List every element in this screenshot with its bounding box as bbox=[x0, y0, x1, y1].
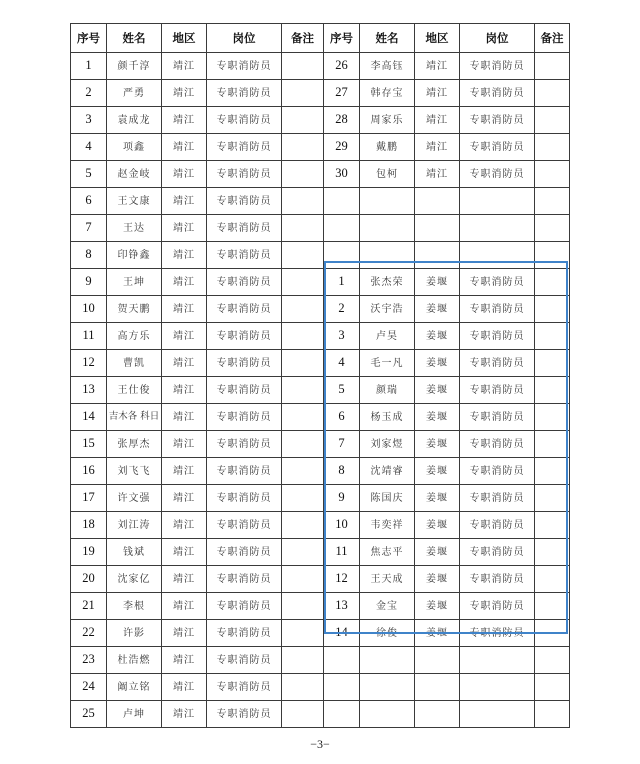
right-post-cell: 专职消防员 bbox=[460, 80, 535, 107]
table-row bbox=[71, 134, 570, 161]
right-post-cell bbox=[460, 701, 535, 728]
header-seq: 序号 bbox=[324, 24, 360, 53]
right-note-cell bbox=[535, 350, 570, 377]
left-post-cell: 专职消防员 bbox=[207, 431, 282, 458]
right-name-cell bbox=[360, 242, 415, 269]
right-region-cell bbox=[415, 188, 460, 215]
header-name: 姓名 bbox=[107, 24, 162, 53]
right-note-cell bbox=[535, 188, 570, 215]
right-post-cell: 专职消防员 bbox=[460, 539, 535, 566]
right-seq-cell: 5 bbox=[324, 377, 360, 404]
right-name-cell: 颜瑞 bbox=[360, 377, 415, 404]
left-note-cell bbox=[282, 188, 324, 215]
right-note-cell bbox=[535, 80, 570, 107]
left-post-cell: 专职消防员 bbox=[207, 296, 282, 323]
right-post-cell: 专职消防员 bbox=[460, 323, 535, 350]
left-region-cell: 靖江 bbox=[162, 296, 207, 323]
left-note-cell bbox=[282, 593, 324, 620]
right-post-cell: 专职消防员 bbox=[460, 512, 535, 539]
right-region-cell: 姜堰 bbox=[415, 431, 460, 458]
right-region-cell: 姜堰 bbox=[415, 269, 460, 296]
right-post-cell: 专职消防员 bbox=[460, 620, 535, 647]
left-note-cell bbox=[282, 458, 324, 485]
table-row bbox=[71, 485, 570, 512]
left-seq-cell: 12 bbox=[71, 350, 107, 377]
right-region-cell: 姜堰 bbox=[415, 350, 460, 377]
left-region-cell: 靖江 bbox=[162, 620, 207, 647]
table-row bbox=[71, 620, 570, 647]
left-region-cell: 靖江 bbox=[162, 350, 207, 377]
header-note: 备注 bbox=[535, 24, 570, 53]
right-post-cell bbox=[460, 242, 535, 269]
left-region-cell: 靖江 bbox=[162, 404, 207, 431]
left-seq-cell: 7 bbox=[71, 215, 107, 242]
right-region-cell: 靖江 bbox=[415, 134, 460, 161]
right-region-cell: 姜堰 bbox=[415, 566, 460, 593]
left-post-cell: 专职消防员 bbox=[207, 350, 282, 377]
left-name-cell: 曹凯 bbox=[107, 350, 162, 377]
left-post-cell: 专职消防员 bbox=[207, 134, 282, 161]
right-region-cell: 姜堰 bbox=[415, 539, 460, 566]
table-header-row bbox=[71, 24, 570, 53]
right-post-cell bbox=[460, 674, 535, 701]
left-seq-cell: 9 bbox=[71, 269, 107, 296]
right-post-cell bbox=[460, 188, 535, 215]
left-note-cell bbox=[282, 161, 324, 188]
right-region-cell: 姜堰 bbox=[415, 458, 460, 485]
right-note-cell bbox=[535, 296, 570, 323]
page-number: −3− bbox=[310, 737, 330, 751]
left-region-cell: 靖江 bbox=[162, 485, 207, 512]
table-row bbox=[71, 404, 570, 431]
table-row bbox=[71, 161, 570, 188]
right-seq-cell: 10 bbox=[324, 512, 360, 539]
right-region-cell: 靖江 bbox=[415, 80, 460, 107]
left-region-cell: 靖江 bbox=[162, 269, 207, 296]
right-note-cell bbox=[535, 215, 570, 242]
table-row bbox=[71, 53, 570, 80]
right-region-cell bbox=[415, 701, 460, 728]
right-seq-cell bbox=[324, 215, 360, 242]
table-row bbox=[71, 566, 570, 593]
right-post-cell: 专职消防员 bbox=[460, 566, 535, 593]
right-region-cell: 姜堰 bbox=[415, 323, 460, 350]
header-post: 岗位 bbox=[207, 24, 282, 53]
right-name-cell: 毛一凡 bbox=[360, 350, 415, 377]
right-name-cell: 焦志平 bbox=[360, 539, 415, 566]
left-post-cell: 专职消防员 bbox=[207, 161, 282, 188]
left-name-cell: 高方乐 bbox=[107, 323, 162, 350]
right-note-cell bbox=[535, 53, 570, 80]
right-seq-cell: 27 bbox=[324, 80, 360, 107]
left-note-cell bbox=[282, 404, 324, 431]
right-note-cell bbox=[535, 377, 570, 404]
right-seq-cell: 13 bbox=[324, 593, 360, 620]
right-post-cell: 专职消防员 bbox=[460, 431, 535, 458]
right-post-cell: 专职消防员 bbox=[460, 296, 535, 323]
right-note-cell bbox=[535, 593, 570, 620]
left-seq-cell: 1 bbox=[71, 53, 107, 80]
right-name-cell: 杨玉成 bbox=[360, 404, 415, 431]
left-note-cell bbox=[282, 134, 324, 161]
left-post-cell: 专职消防员 bbox=[207, 323, 282, 350]
left-name-cell: 严勇 bbox=[107, 80, 162, 107]
left-seq-cell: 14 bbox=[71, 404, 107, 431]
personnel-roster-table bbox=[70, 23, 570, 728]
right-post-cell: 专职消防员 bbox=[460, 593, 535, 620]
left-name-cell: 张厚杰 bbox=[107, 431, 162, 458]
left-post-cell: 专职消防员 bbox=[207, 512, 282, 539]
left-name-cell: 沈家亿 bbox=[107, 566, 162, 593]
right-seq-cell: 8 bbox=[324, 458, 360, 485]
left-seq-cell: 16 bbox=[71, 458, 107, 485]
right-name-cell: 周家乐 bbox=[360, 107, 415, 134]
left-post-cell: 专职消防员 bbox=[207, 647, 282, 674]
left-name-cell: 贺天鹏 bbox=[107, 296, 162, 323]
right-seq-cell: 26 bbox=[324, 53, 360, 80]
left-note-cell bbox=[282, 539, 324, 566]
left-name-cell: 赵金岐 bbox=[107, 161, 162, 188]
right-note-cell bbox=[535, 458, 570, 485]
left-post-cell: 专职消防员 bbox=[207, 377, 282, 404]
header-note: 备注 bbox=[282, 24, 324, 53]
table-row bbox=[71, 377, 570, 404]
right-note-cell bbox=[535, 701, 570, 728]
left-note-cell bbox=[282, 269, 324, 296]
left-name-cell: 刘飞飞 bbox=[107, 458, 162, 485]
right-seq-cell bbox=[324, 242, 360, 269]
left-note-cell bbox=[282, 701, 324, 728]
left-note-cell bbox=[282, 296, 324, 323]
right-post-cell bbox=[460, 647, 535, 674]
left-note-cell bbox=[282, 215, 324, 242]
right-name-cell: 韦奕祥 bbox=[360, 512, 415, 539]
left-seq-cell: 11 bbox=[71, 323, 107, 350]
left-seq-cell: 10 bbox=[71, 296, 107, 323]
table-row bbox=[71, 269, 570, 296]
right-name-cell bbox=[360, 647, 415, 674]
right-post-cell: 专职消防员 bbox=[460, 350, 535, 377]
left-seq-cell: 24 bbox=[71, 674, 107, 701]
right-post-cell: 专职消防员 bbox=[460, 458, 535, 485]
left-region-cell: 靖江 bbox=[162, 593, 207, 620]
right-region-cell: 靖江 bbox=[415, 53, 460, 80]
left-name-cell: 印铮鑫 bbox=[107, 242, 162, 269]
left-note-cell bbox=[282, 350, 324, 377]
left-region-cell: 靖江 bbox=[162, 647, 207, 674]
left-post-cell: 专职消防员 bbox=[207, 566, 282, 593]
right-note-cell bbox=[535, 107, 570, 134]
left-name-cell: 王仕俊 bbox=[107, 377, 162, 404]
right-region-cell: 姜堰 bbox=[415, 512, 460, 539]
right-region-cell bbox=[415, 647, 460, 674]
header-region: 地区 bbox=[162, 24, 207, 53]
right-post-cell: 专职消防员 bbox=[460, 134, 535, 161]
left-region-cell: 靖江 bbox=[162, 458, 207, 485]
left-name-cell: 许影 bbox=[107, 620, 162, 647]
right-note-cell bbox=[535, 539, 570, 566]
left-region-cell: 靖江 bbox=[162, 377, 207, 404]
left-note-cell bbox=[282, 620, 324, 647]
left-region-cell: 靖江 bbox=[162, 674, 207, 701]
right-seq-cell bbox=[324, 647, 360, 674]
right-seq-cell: 2 bbox=[324, 296, 360, 323]
right-note-cell bbox=[535, 674, 570, 701]
right-name-cell: 金宝 bbox=[360, 593, 415, 620]
table-row bbox=[71, 215, 570, 242]
left-note-cell bbox=[282, 242, 324, 269]
right-name-cell bbox=[360, 215, 415, 242]
right-note-cell bbox=[535, 566, 570, 593]
right-note-cell bbox=[535, 620, 570, 647]
left-region-cell: 靖江 bbox=[162, 431, 207, 458]
left-post-cell: 专职消防员 bbox=[207, 404, 282, 431]
left-seq-cell: 4 bbox=[71, 134, 107, 161]
left-post-cell: 专职消防员 bbox=[207, 674, 282, 701]
table-row bbox=[71, 647, 570, 674]
left-post-cell: 专职消防员 bbox=[207, 188, 282, 215]
left-region-cell: 靖江 bbox=[162, 161, 207, 188]
right-note-cell bbox=[535, 431, 570, 458]
left-region-cell: 靖江 bbox=[162, 134, 207, 161]
left-seq-cell: 6 bbox=[71, 188, 107, 215]
left-region-cell: 靖江 bbox=[162, 107, 207, 134]
right-post-cell: 专职消防员 bbox=[460, 269, 535, 296]
left-post-cell: 专职消防员 bbox=[207, 485, 282, 512]
roster-body bbox=[71, 53, 570, 728]
right-name-cell: 卢昊 bbox=[360, 323, 415, 350]
left-note-cell bbox=[282, 53, 324, 80]
right-note-cell bbox=[535, 242, 570, 269]
right-region-cell: 姜堰 bbox=[415, 377, 460, 404]
right-seq-cell: 1 bbox=[324, 269, 360, 296]
right-note-cell bbox=[535, 512, 570, 539]
left-seq-cell: 22 bbox=[71, 620, 107, 647]
right-seq-cell: 4 bbox=[324, 350, 360, 377]
left-name-cell: 王达 bbox=[107, 215, 162, 242]
right-name-cell: 李高钰 bbox=[360, 53, 415, 80]
table-row bbox=[71, 323, 570, 350]
header-region: 地区 bbox=[415, 24, 460, 53]
table-row bbox=[71, 296, 570, 323]
right-post-cell: 专职消防员 bbox=[460, 485, 535, 512]
right-post-cell: 专职消防员 bbox=[460, 377, 535, 404]
header-post: 岗位 bbox=[460, 24, 535, 53]
left-seq-cell: 2 bbox=[71, 80, 107, 107]
right-seq-cell bbox=[324, 188, 360, 215]
left-region-cell: 靖江 bbox=[162, 566, 207, 593]
left-region-cell: 靖江 bbox=[162, 53, 207, 80]
left-seq-cell: 18 bbox=[71, 512, 107, 539]
right-name-cell: 韩存宝 bbox=[360, 80, 415, 107]
right-name-cell: 刘家煜 bbox=[360, 431, 415, 458]
right-note-cell bbox=[535, 404, 570, 431]
left-region-cell: 靖江 bbox=[162, 80, 207, 107]
right-region-cell bbox=[415, 242, 460, 269]
right-seq-cell: 11 bbox=[324, 539, 360, 566]
left-note-cell bbox=[282, 80, 324, 107]
right-note-cell bbox=[535, 269, 570, 296]
right-seq-cell: 9 bbox=[324, 485, 360, 512]
left-note-cell bbox=[282, 107, 324, 134]
table-row bbox=[71, 431, 570, 458]
left-seq-cell: 13 bbox=[71, 377, 107, 404]
left-seq-cell: 25 bbox=[71, 701, 107, 728]
left-region-cell: 靖江 bbox=[162, 242, 207, 269]
left-note-cell bbox=[282, 431, 324, 458]
table-row bbox=[71, 458, 570, 485]
left-seq-cell: 17 bbox=[71, 485, 107, 512]
right-note-cell bbox=[535, 134, 570, 161]
right-region-cell: 姜堰 bbox=[415, 620, 460, 647]
right-name-cell: 徐俊 bbox=[360, 620, 415, 647]
left-name-cell: 李根 bbox=[107, 593, 162, 620]
right-name-cell: 沈靖睿 bbox=[360, 458, 415, 485]
right-seq-cell: 28 bbox=[324, 107, 360, 134]
right-name-cell: 陈国庆 bbox=[360, 485, 415, 512]
left-name-cell: 刘江涛 bbox=[107, 512, 162, 539]
left-name-cell: 钱斌 bbox=[107, 539, 162, 566]
right-seq-cell: 29 bbox=[324, 134, 360, 161]
left-note-cell bbox=[282, 323, 324, 350]
right-seq-cell: 14 bbox=[324, 620, 360, 647]
right-name-cell: 沃宇浩 bbox=[360, 296, 415, 323]
table-row bbox=[71, 674, 570, 701]
left-name-cell: 王文康 bbox=[107, 188, 162, 215]
right-seq-cell bbox=[324, 701, 360, 728]
right-seq-cell bbox=[324, 674, 360, 701]
left-region-cell: 靖江 bbox=[162, 188, 207, 215]
right-seq-cell: 30 bbox=[324, 161, 360, 188]
table-row bbox=[71, 80, 570, 107]
right-region-cell: 靖江 bbox=[415, 107, 460, 134]
right-seq-cell: 12 bbox=[324, 566, 360, 593]
header-seq: 序号 bbox=[71, 24, 107, 53]
left-name-cell: 项鑫 bbox=[107, 134, 162, 161]
left-post-cell: 专职消防员 bbox=[207, 701, 282, 728]
right-name-cell: 戴鹏 bbox=[360, 134, 415, 161]
left-note-cell bbox=[282, 485, 324, 512]
left-post-cell: 专职消防员 bbox=[207, 458, 282, 485]
right-region-cell: 靖江 bbox=[415, 161, 460, 188]
left-post-cell: 专职消防员 bbox=[207, 539, 282, 566]
left-seq-cell: 3 bbox=[71, 107, 107, 134]
left-region-cell: 靖江 bbox=[162, 215, 207, 242]
left-seq-cell: 5 bbox=[71, 161, 107, 188]
left-seq-cell: 23 bbox=[71, 647, 107, 674]
table-row bbox=[71, 242, 570, 269]
right-region-cell: 姜堰 bbox=[415, 485, 460, 512]
left-region-cell: 靖江 bbox=[162, 701, 207, 728]
left-region-cell: 靖江 bbox=[162, 539, 207, 566]
left-note-cell bbox=[282, 647, 324, 674]
right-seq-cell: 3 bbox=[324, 323, 360, 350]
right-region-cell: 姜堰 bbox=[415, 593, 460, 620]
left-post-cell: 专职消防员 bbox=[207, 53, 282, 80]
right-note-cell bbox=[535, 161, 570, 188]
table-row bbox=[71, 350, 570, 377]
left-seq-cell: 21 bbox=[71, 593, 107, 620]
left-name-cell: 王坤 bbox=[107, 269, 162, 296]
right-name-cell: 王天成 bbox=[360, 566, 415, 593]
table-row bbox=[71, 188, 570, 215]
right-seq-cell: 7 bbox=[324, 431, 360, 458]
left-post-cell: 专职消防员 bbox=[207, 269, 282, 296]
right-seq-cell: 6 bbox=[324, 404, 360, 431]
right-name-cell bbox=[360, 701, 415, 728]
left-note-cell bbox=[282, 566, 324, 593]
right-region-cell bbox=[415, 674, 460, 701]
right-note-cell bbox=[535, 323, 570, 350]
left-post-cell: 专职消防员 bbox=[207, 620, 282, 647]
left-note-cell bbox=[282, 512, 324, 539]
left-name-cell: 袁成龙 bbox=[107, 107, 162, 134]
left-region-cell: 靖江 bbox=[162, 512, 207, 539]
table-row bbox=[71, 107, 570, 134]
right-post-cell: 专职消防员 bbox=[460, 161, 535, 188]
right-name-cell bbox=[360, 188, 415, 215]
left-post-cell: 专职消防员 bbox=[207, 215, 282, 242]
right-region-cell: 姜堰 bbox=[415, 296, 460, 323]
table-row bbox=[71, 539, 570, 566]
left-name-cell: 阚立铭 bbox=[107, 674, 162, 701]
right-post-cell: 专职消防员 bbox=[460, 53, 535, 80]
right-name-cell bbox=[360, 674, 415, 701]
table-row bbox=[71, 512, 570, 539]
left-post-cell: 专职消防员 bbox=[207, 80, 282, 107]
right-note-cell bbox=[535, 485, 570, 512]
left-name-cell: 颜千淳 bbox=[107, 53, 162, 80]
table-row bbox=[71, 701, 570, 728]
left-post-cell: 专职消防员 bbox=[207, 242, 282, 269]
left-note-cell bbox=[282, 674, 324, 701]
left-seq-cell: 20 bbox=[71, 566, 107, 593]
left-post-cell: 专职消防员 bbox=[207, 107, 282, 134]
left-name-cell: 卢坤 bbox=[107, 701, 162, 728]
header-name: 姓名 bbox=[360, 24, 415, 53]
right-note-cell bbox=[535, 647, 570, 674]
left-seq-cell: 19 bbox=[71, 539, 107, 566]
right-post-cell: 专职消防员 bbox=[460, 107, 535, 134]
left-region-cell: 靖江 bbox=[162, 323, 207, 350]
left-post-cell: 专职消防员 bbox=[207, 593, 282, 620]
right-post-cell: 专职消防员 bbox=[460, 404, 535, 431]
left-seq-cell: 8 bbox=[71, 242, 107, 269]
right-post-cell bbox=[460, 215, 535, 242]
right-region-cell bbox=[415, 215, 460, 242]
left-note-cell bbox=[282, 377, 324, 404]
left-name-cell: 吉木各 科日 bbox=[107, 404, 162, 431]
right-name-cell: 张杰荣 bbox=[360, 269, 415, 296]
right-region-cell: 姜堰 bbox=[415, 404, 460, 431]
right-name-cell: 包柯 bbox=[360, 161, 415, 188]
left-name-cell: 许文强 bbox=[107, 485, 162, 512]
table-row bbox=[71, 593, 570, 620]
left-name-cell: 杜浩燃 bbox=[107, 647, 162, 674]
left-seq-cell: 15 bbox=[71, 431, 107, 458]
